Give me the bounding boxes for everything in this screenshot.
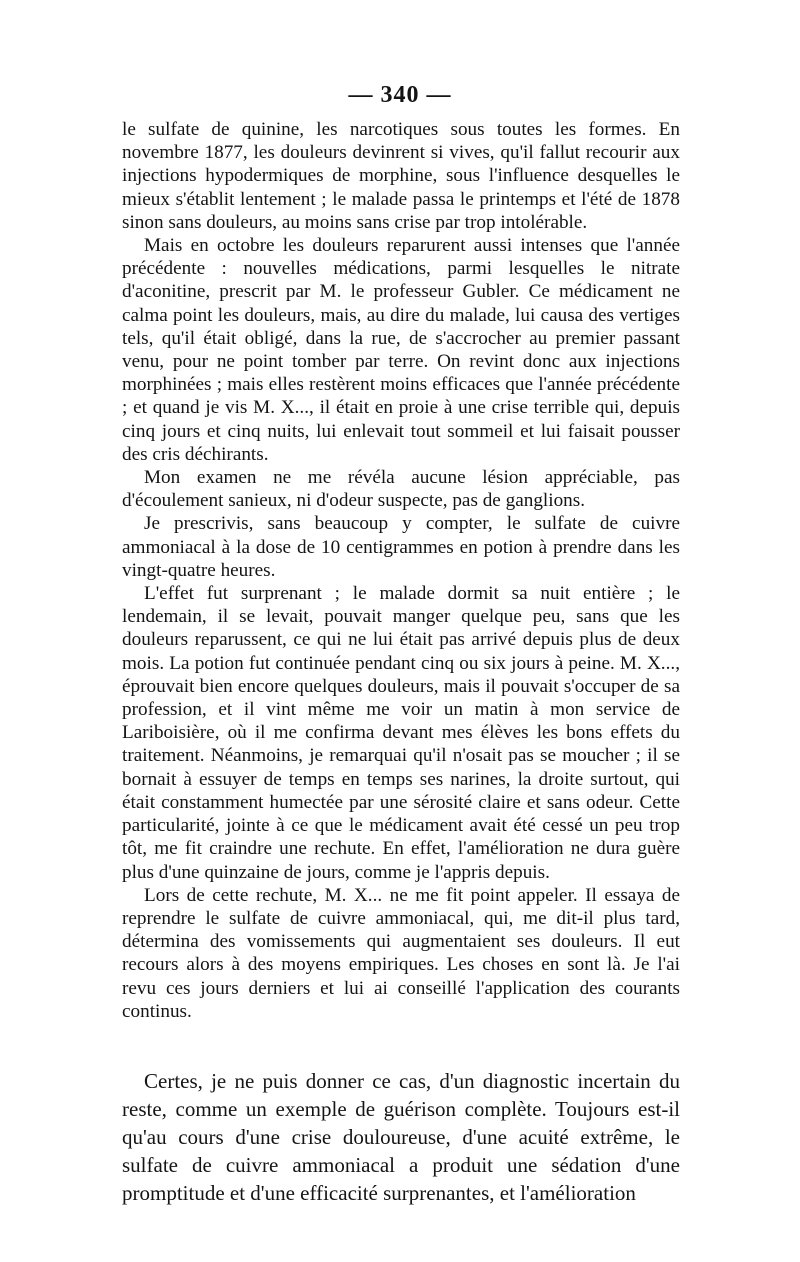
paragraph-3: Mon examen ne me révéla aucune lésion appréciable, pas d'écoulement sanieux, ni d'odeur suspecte, pas de ganglions. bbox=[122, 467, 680, 512]
paragraph-6: Lors de cette rechute, M. X... ne me fit point appeler. Il essaya de reprendre le sulfate de cuivre ammoniacal, qui, me dit-il plus tard, détermina des vomissements qui augmentaient ses douleurs. Il eut recours alors à des moyens empiriques. Les choses en sont là. Je l'ai revu ces jours derniers et lui ai conseillé l'application des courants continus. bbox=[122, 884, 680, 1022]
page-number: — 340 — bbox=[348, 82, 452, 108]
paragraph-2: Mais en octobre les douleurs reparurent aussi intenses que l'année précédente : nouvelles médications, parmi lesquelles le nitrate d'aconitine, prescrit par M. le professeur Gubler. Ce médicament ne calma point les douleurs, mais, au dire du malade, lui causa des vertiges tels, qu'il était obligé, dans la rue, de s'accrocher au premier passant venu, pour ne point tomber par terre. On revint donc aux injections morphinées ; mais elles restèrent moins efficaces que l'année précédente ; et quand je vis M. X..., il était en proie à une crise terrible qui, depuis cinq jours et cinq nuits, lui enlevait tout sommeil et lui faisait pousser des cris déchirants. bbox=[122, 235, 680, 465]
body-text bbox=[122, 118, 680, 1207]
paragraph-5: L'effet fut surprenant ; le malade dormit sa nuit entière ; le lendemain, il se levait, pouvait manger quelque peu, sans que les douleurs reparussent, ce qui ne lui était pas arrivé depuis plus de deux mois. La potion fut continuée pendant cinq ou six jours à peine. M. X..., éprouvait bien encore quelques douleurs, mais il pouvait s'occuper de sa profession, et il vint même me voir un matin à mon service de Lariboisière, où il me confirma devant mes élèves les bons effets du traitement. Néanmoins, je remarquai qu'il n'osait pas se moucher ; il se bornait à essuyer de temps en temps ses narines, la droite surtout, qui était constamment humectée par une sérosité claire et sans odeur. Cette particularité, jointe à ce que le médicament avait été cessé un peu trop tôt, me fit craindre une rechute. En effet, l'amélioration ne dura guère plus d'une quinzaine de jours, comme je l'appris depuis. bbox=[122, 583, 680, 883]
paragraph-4: Je prescrivis, sans beaucoup y compter, le sulfate de cuivre ammoniacal à la dose de 10 centigrammes en potion à prendre dans les vingt-quatre heures. bbox=[122, 513, 680, 581]
paragraph-7: Certes, je ne puis donner ce cas, d'un diagnostic incertain du reste, comme un exemple de guérison complète. Toujours est-il qu'au cours d'une crise douloureuse, d'une acuité extrême, le sulfate de cuivre ammoniacal a produit une sédation d'une promptitude et d'une efficacité surprenantes, et l'amélioration bbox=[122, 1068, 680, 1205]
paragraph-1: le sulfate de quinine, les narcotiques sous toutes les formes. En novembre 1877, les douleurs devinrent si vives, qu'il fallut recourir aux injections hypodermiques de morphine, sous l'influence desquelles le mieux s'établit lentement ; le malade passa le printemps et l'été de 1878 sinon sans douleurs, au moins sans crise par trop intolérable. bbox=[122, 119, 680, 233]
